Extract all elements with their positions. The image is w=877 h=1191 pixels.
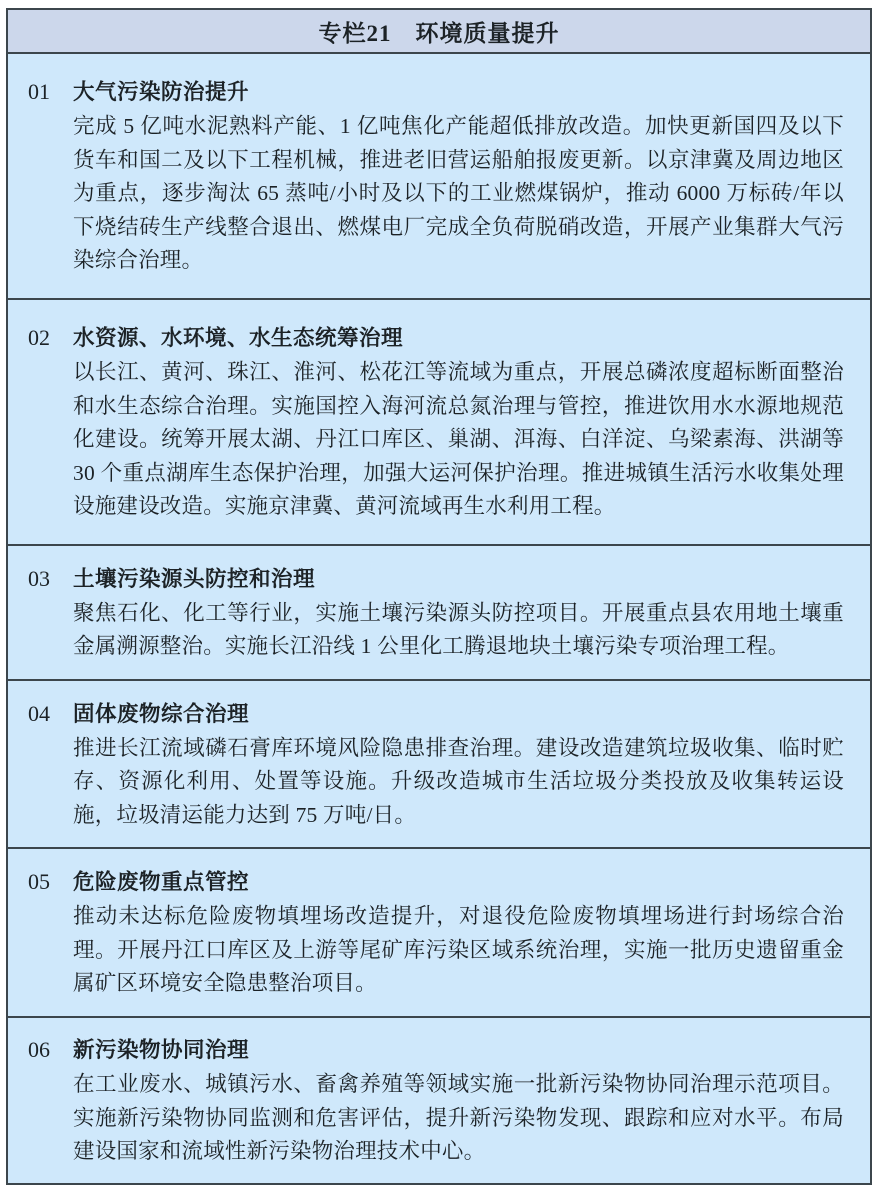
section-heading-row: [25, 74, 844, 110]
section-air-pollution: [8, 54, 870, 300]
section-body-text: 完成 5 亿吨水泥熟料产能、1 亿吨焦化产能超低排放改造。加快更新国四及以下货车和国二及以下工程机械，推进老旧营运船舶报废更新。以京津冀及周边地区为重点，逐步淘汰 65 蒸吨/小时及以下的工业燃煤锅炉，推动 6000 万标砖/年以下烧结砖生产线整合退出、燃煤电厂完成全负荷脱硝改造，开展产业集群大气污染综合治理。: [73, 114, 844, 273]
section-title: 土壤污染源头防控和治理: [73, 566, 316, 591]
column-box-panel: [6, 8, 872, 1185]
section-heading-row: [25, 561, 844, 597]
section-title: 新污染物协同治理: [73, 1038, 250, 1063]
section-heading-row: [25, 864, 844, 900]
section-title: 大气污染防治提升: [73, 80, 250, 105]
section-solid-waste: [8, 681, 870, 849]
section-number: 04: [28, 700, 50, 726]
section-new-pollutants: [8, 1018, 870, 1183]
section-heading-row: [25, 696, 844, 732]
section-water-governance: [8, 300, 870, 546]
section-body-text: 以长江、黄河、珠江、淮河、松花江等流域为重点，开展总磷浓度超标断面整治和水生态综合治理。实施国控入海河流总氮治理与管控，推进饮用水水源地规范化建设。统筹开展太湖、丹江口库区、巢湖、洱海、白洋淀、乌梁素海、洪湖等 30 个重点湖库生态保护治理，加强大运河保护治理。推进城镇生活污水收集处理设施建设改造。实施京津冀、黄河流域再生水利用工程。: [73, 360, 844, 519]
section-number: 03: [28, 565, 50, 591]
section-number: 06: [28, 1037, 50, 1063]
section-body-text: 推进长江流域磷石膏库环境风险隐患排查治理。建设改造建筑垃圾收集、临时贮存、资源化利用、处置等设施。升级改造城市生活垃圾分类投放及收集转运设施，垃圾清运能力达到 75 万吨/日。: [73, 735, 844, 827]
section-hazardous-waste: [8, 849, 870, 1018]
section-title: 固体废物综合治理: [73, 701, 250, 726]
section-number: 05: [28, 869, 50, 895]
section-body-text: 在工业废水、城镇污水、畜禽养殖等领域实施一批新污染物协同治理示范项目。实施新污染物协同监测和危害评估，提升新污染物发现、跟踪和应对水平。布局建设国家和流域性新污染物治理技术中心。: [73, 1072, 844, 1164]
section-body-text: 推动未达标危险废物填埋场改造提升，对退役危险废物填埋场进行封场综合治理。开展丹江口库区及上游等尾矿库污染区域系统治理，实施一批历史遗留重金属矿区环境安全隐患整治项目。: [73, 904, 844, 996]
section-body-text: 聚焦石化、化工等行业，实施土壤污染源头防控项目。开展重点县农用地土壤重金属溯源整治。实施长江沿线 1 公里化工腾退地块土壤污染专项治理工程。: [73, 600, 844, 659]
panel-title: 专栏21 环境质量提升: [318, 20, 560, 46]
section-number: 02: [28, 325, 50, 351]
section-heading-row: [25, 1032, 844, 1068]
section-soil-pollution: [8, 546, 870, 681]
section-title: 水资源、水环境、水生态统筹治理: [73, 326, 404, 351]
section-heading-row: [25, 320, 844, 356]
panel-title-row: [8, 10, 870, 54]
section-number: 01: [28, 79, 50, 105]
section-title: 危险废物重点管控: [73, 870, 250, 895]
